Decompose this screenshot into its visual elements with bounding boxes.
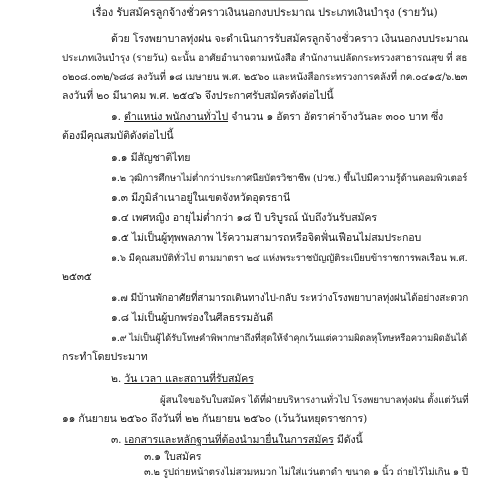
list-item-continuation: ๒๕๓๕ bbox=[62, 271, 92, 283]
section-3-line bbox=[111, 434, 363, 447]
list-item: ๑.๖ มีคุณสมบัติทั่วไป ตามมาตรา ๒๔ แห่งพระราชบัญญัติระเบียบข้าราชการพลเรือน พ.ศ. bbox=[111, 253, 468, 264]
document-title: เรื่อง รับสมัครลูกจ้างชั่วคราวเงินนอกงบประมาณ ประเภทเงินบำรุง (รายวัน) bbox=[92, 6, 438, 19]
section-3-heading-rest: มีดังนี้ bbox=[333, 434, 363, 446]
section-1-continuation: ต้องมีคุณสมบัติดังต่อไปนี้ bbox=[62, 130, 174, 142]
section-2-line bbox=[111, 373, 254, 386]
list-item: ๑.๕ ไม่เป็นผู้ทุพพลภาพ ไร้ความสามารถหรือจิตฟั่นเฟือนไม่สมประกอบ bbox=[111, 232, 422, 244]
list-item: ๑.๘ ไม่เป็นผู้บกพร่องในศีลธรรมอันดี bbox=[111, 312, 273, 324]
section-3-number: ๓. bbox=[111, 434, 122, 446]
section-1-heading: ตำแหน่ง พนักงานทั่วไป bbox=[124, 111, 229, 123]
list-item-continuation: กระทำโดยประมาท bbox=[62, 351, 148, 363]
intro-line: ประเภทเงินบำรุง (รายวัน) ฉะนั้น อาศัยอำนาจตามหนังสือ สำนักงานปลัดกระทรวงสาธารณสุข ที่ สธ bbox=[62, 53, 468, 64]
list-item: ๑.๑ มีสัญชาติไทย bbox=[111, 152, 191, 164]
list-item: ๑.๙ ไม่เป็นผู้ได้รับโทษคำพิพากษาถึงที่สุดให้จำคุกเว้นแต่ความผิดลหุโทษหรือความผิดอันได้ bbox=[111, 333, 468, 344]
list-item: ๑.๒ วุฒิการศึกษาไม่ต่ำกว่าประกาศนียบัตรวิชาชีพ (ปวช.) ขึ้นไปมีความรู้ด้านคอมพิวเตอร์ bbox=[111, 173, 468, 184]
list-item: ๓.๒ รูปถ่ายหน้าตรงไม่สวมหมวก ไม่ใส่แว่นตาดำ ขนาด ๑ นิ้ว ถ่ายไว้ไม่เกิน ๑ ปี bbox=[144, 467, 468, 478]
section-2-heading: วัน เวลา และสถานที่รับสมัคร bbox=[124, 373, 254, 385]
intro-line: ด้วย โรงพยาบาลทุ่งฝน จะดำเนินการรับสมัครลูกจ้างชั่วคราว เงินนอกงบประมาณ bbox=[111, 33, 469, 45]
header-rule bbox=[138, 0, 308, 1]
intro-line: ลงวันที่ ๒๐ มีนาคม พ.ศ. ๒๕๔๖ จึงประกาศรับสมัครดังต่อไปนี้ bbox=[62, 90, 334, 102]
section-2-text: ผู้สนใจขอรับใบสมัคร ได้ที่ฝ่ายบริหารงานทั่วไป โรงพยาบาลทุ่งฝน ตั้งแต่วันที่ bbox=[160, 395, 469, 406]
section-1-number: ๑. bbox=[111, 111, 121, 123]
section-2-number: ๒. bbox=[111, 373, 122, 385]
list-item: ๑.๓ มีภูมิลำเนาอยู่ในเขตจังหวัดอุดรธานี bbox=[111, 192, 291, 204]
list-item: ๓.๑ ใบสมัคร bbox=[144, 451, 202, 463]
intro-line: ๐๒๐๘.๐๓๒/๖๘๘ ลงวันที่ ๑๘ เมษายน พ.ศ. ๒๕๖๐ และหนังสือกระทรวงการคลังที่ กค.๐๔๑๕/๖.๒๓ bbox=[62, 72, 468, 83]
section-3-heading: เอกสารและหลักฐานที่ต้องนำมายื่นในการสมัคร bbox=[124, 434, 334, 446]
section-2-text: ๑๑ กันยายน ๒๕๖๐ ถึงวันที่ ๒๒ กันยายน ๒๕๖๐ (เว้นวันหยุดราชการ) bbox=[62, 413, 368, 425]
list-item: ๑.๔ เพศหญิง อายุไม่ต่ำกว่า ๑๘ ปี บริบูรณ์ นับถึงวันรับสมัคร bbox=[111, 212, 377, 224]
section-1-rest: จำนวน ๑ อัตรา อัตราค่าจ้างวันละ ๓๐๐ บาท ซึ่ง bbox=[228, 111, 444, 123]
section-1-line bbox=[111, 111, 443, 124]
list-item: ๑.๗ มีบ้านพักอาศัยที่สามารถเดินทางไป-กลับ ระหว่างโรงพยาบาลทุ่งฝนได้อย่างสะดวก bbox=[111, 293, 469, 304]
